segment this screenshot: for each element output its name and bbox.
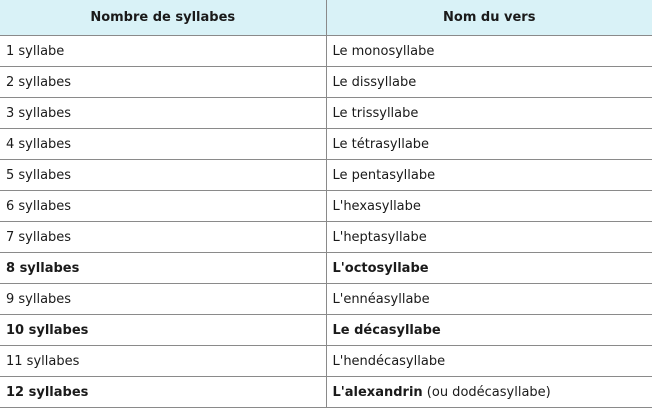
table-row-highlighted	[0, 377, 652, 408]
verse-name: Le monosyllabe	[332, 43, 435, 59]
syllable-count: 9 syllabes	[6, 291, 72, 307]
verse-name: Le pentasyllabe	[332, 167, 436, 183]
verse-name-cell	[326, 36, 652, 67]
table-header-row	[0, 0, 652, 36]
verse-name: L'hendécasyllabe	[332, 353, 446, 369]
verse-name: Le décasyllabe	[332, 322, 441, 338]
table-row-highlighted	[0, 315, 652, 346]
syllable-count-cell	[0, 253, 326, 284]
header-syllable-count: Nombre de syllabes	[0, 0, 326, 36]
syllable-count-cell	[0, 315, 326, 346]
syllable-count: 5 syllabes	[6, 167, 72, 183]
verse-name: Le trissyllabe	[332, 105, 419, 121]
verse-name: Le tétrasyllabe	[332, 136, 430, 152]
syllable-count: 6 syllabes	[6, 198, 72, 214]
syllable-count-cell	[0, 160, 326, 191]
verse-name: Le dissyllabe	[332, 74, 417, 90]
syllable-count: 4 syllabes	[6, 136, 72, 152]
syllable-count-cell	[0, 222, 326, 253]
syllable-count-cell	[0, 346, 326, 377]
verse-name-alternate: (ou dodécasyllabe)	[422, 384, 551, 400]
syllable-count-cell	[0, 129, 326, 160]
syllable-count-cell	[0, 191, 326, 222]
verse-name-cell	[326, 346, 652, 377]
syllable-count-cell	[0, 284, 326, 315]
table-row	[0, 346, 652, 377]
table-row	[0, 160, 652, 191]
verse-name-cell	[326, 284, 652, 315]
table-row	[0, 129, 652, 160]
table-row	[0, 222, 652, 253]
verse-name-cell	[326, 98, 652, 129]
table-row	[0, 98, 652, 129]
syllable-count-cell	[0, 98, 326, 129]
table-row	[0, 191, 652, 222]
syllable-count: 12 syllabes	[6, 384, 89, 400]
verse-name-cell	[326, 160, 652, 191]
table-row-highlighted	[0, 253, 652, 284]
syllable-count-cell	[0, 377, 326, 408]
syllable-count: 3 syllabes	[6, 105, 72, 121]
syllable-count: 7 syllabes	[6, 229, 72, 245]
verse-name: L'heptasyllabe	[332, 229, 427, 245]
verse-name-cell	[326, 67, 652, 98]
verse-name-cell	[326, 253, 652, 284]
table-row	[0, 284, 652, 315]
syllable-count: 11 syllabes	[6, 353, 80, 369]
verse-name: L'alexandrin	[332, 384, 423, 400]
verse-name-cell	[326, 377, 652, 408]
syllable-count: 10 syllabes	[6, 322, 89, 338]
verse-name-cell	[326, 222, 652, 253]
syllable-count: 8 syllabes	[6, 260, 80, 276]
syllable-count-cell	[0, 36, 326, 67]
verse-name: L'hexasyllabe	[332, 198, 421, 214]
table-row	[0, 67, 652, 98]
verse-name: L'ennéasyllabe	[332, 291, 430, 307]
syllable-count-cell	[0, 67, 326, 98]
header-verse-name: Nom du vers	[326, 0, 652, 36]
syllable-count: 2 syllabes	[6, 74, 72, 90]
verse-name-cell	[326, 191, 652, 222]
verse-name-cell	[326, 315, 652, 346]
verse-name: L'octosyllabe	[332, 260, 429, 276]
verse-name-cell	[326, 129, 652, 160]
syllable-count: 1 syllabe	[6, 43, 65, 59]
table-row	[0, 36, 652, 67]
